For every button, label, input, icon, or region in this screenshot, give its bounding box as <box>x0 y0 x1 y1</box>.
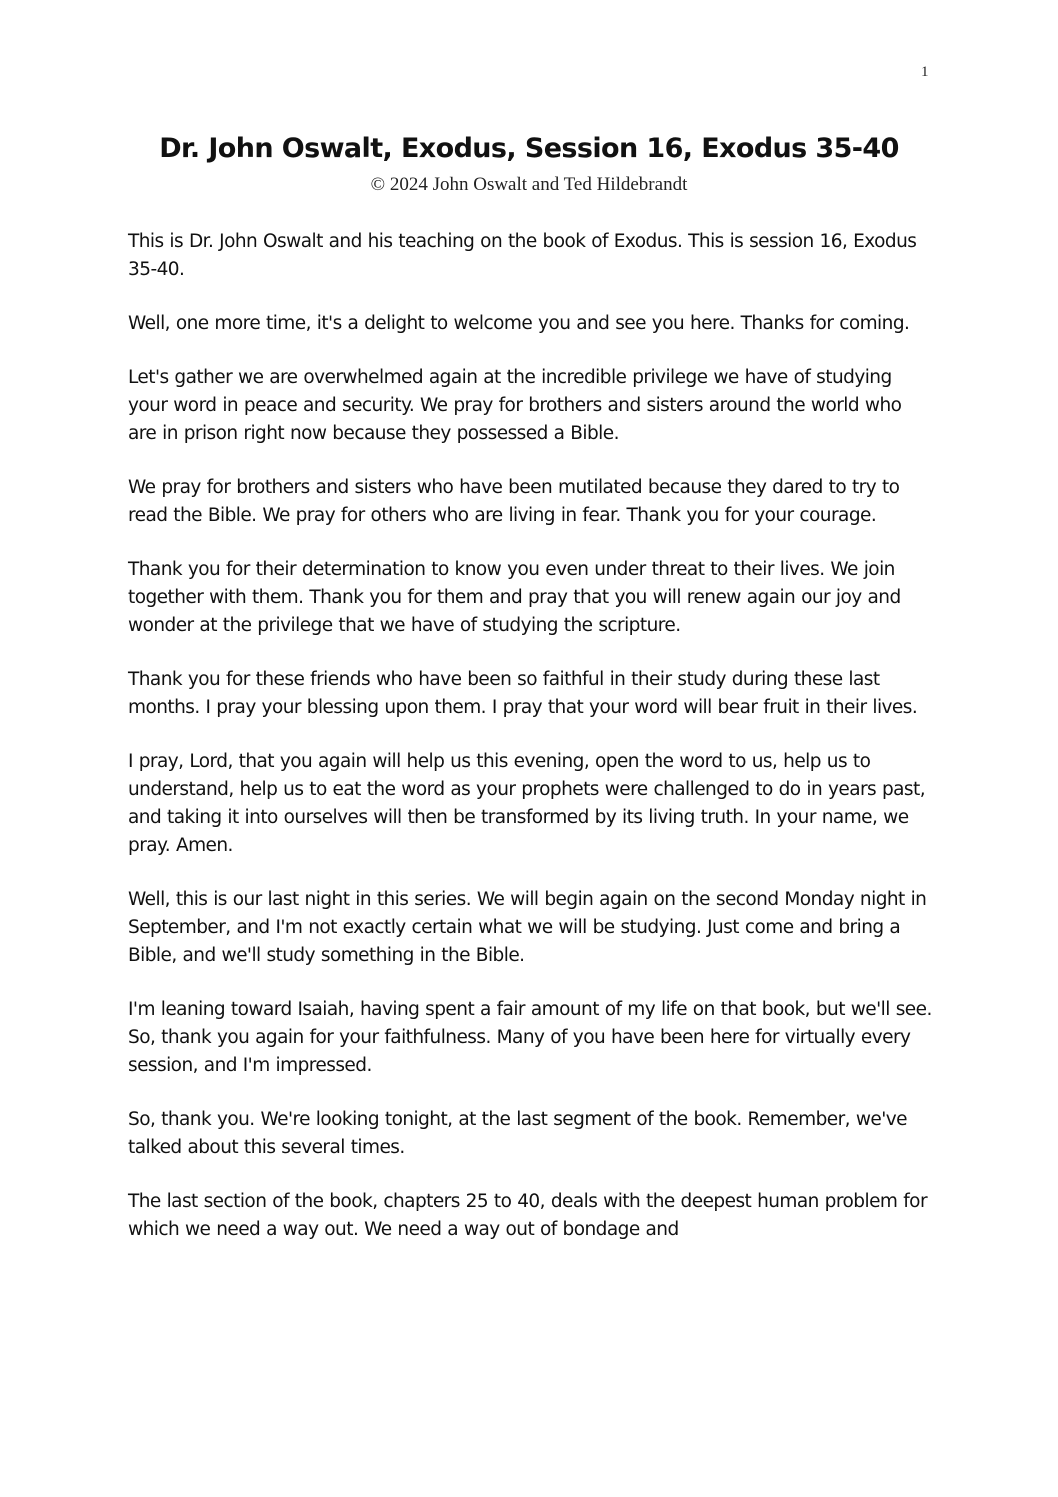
paragraph: We pray for brothers and sisters who have been mutilated because they dared to try to read the Bible. We pray for others who are living in fear. Thank you for your courage. <box>128 477 900 526</box>
paragraph: Thank you for their determination to know you even under threat to their lives. We join together with them. Thank you for them and pray that you will renew again our joy and wonder at the privilege that we have of studying the scripture. <box>128 559 901 636</box>
paragraph: So, thank you. We're looking tonight, at the last segment of the book. Remember, we've talked about this several times. <box>128 1109 907 1158</box>
paragraph: I pray, Lord, that you again will help us this evening, open the word to us, help us to understand, help us to eat the word as your prophets were challenged to do in years past, and taking it into ourselves will then be transformed by its living truth. In your name, we pray. Amen. <box>128 751 926 856</box>
page-number: 1 <box>921 64 929 80</box>
document-body <box>128 228 933 1270</box>
document-title: Dr. John Oswalt, Exodus, Session 16, Exodus 35-40 <box>159 133 899 164</box>
paragraph: Well, this is our last night in this series. We will begin again on the second Monday night in September, and I'm not exactly certain what we will be studying. Just come and bring a Bible, and we'll study something in the Bible. <box>128 889 927 966</box>
paragraph: Well, one more time, it's a delight to welcome you and see you here. Thanks for coming. <box>128 313 910 334</box>
paragraph: Thank you for these friends who have been so faithful in their study during these last months. I pray your blessing upon them. I pray that your word will bear fruit in their lives. <box>128 669 918 718</box>
copyright-line: © 2024 John Oswalt and Ted Hildebrandt <box>370 174 688 195</box>
paragraph: This is Dr. John Oswalt and his teaching on the book of Exodus. This is session 16, Exodus 35-40. <box>128 231 917 280</box>
paragraph: I'm leaning toward Isaiah, having spent a fair amount of my life on that book, but we'll see. So, thank you again for your faithfulness. Many of you have been here for virtually every session, and I'm impressed. <box>128 999 932 1076</box>
paragraph: Let's gather we are overwhelmed again at the incredible privilege we have of studying your word in peace and security. We pray for brothers and sisters around the world who are in prison right now because they possessed a Bible. <box>128 367 902 444</box>
paragraph: The last section of the book, chapters 25 to 40, deals with the deepest human problem for which we need a way out. We need a way out of bondage and <box>128 1191 927 1240</box>
